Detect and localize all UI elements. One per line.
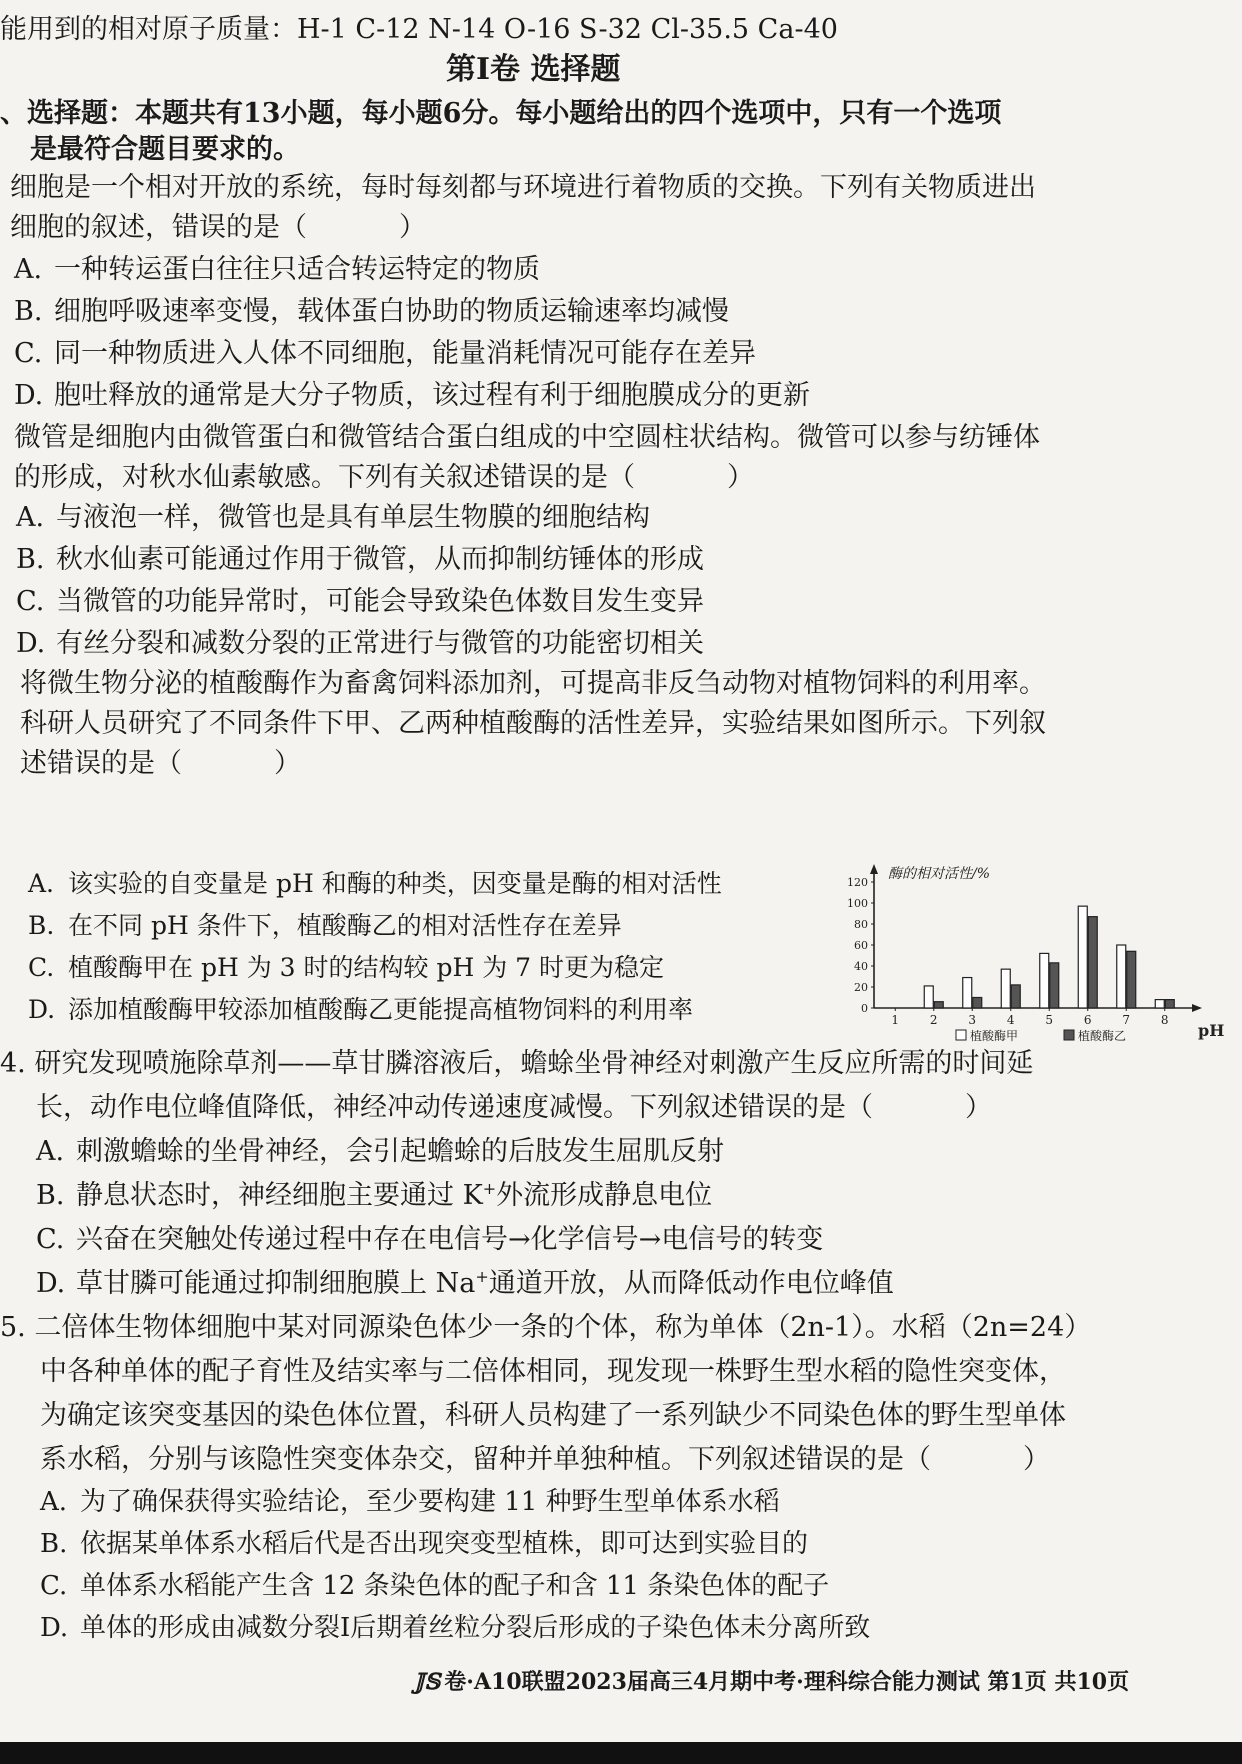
page-footer: 𝕁𝕊 卷·A10联盟2023届高三4月期中考·理科综合能力测试 第1页 共10页: [414, 1669, 1130, 1695]
enzyme-activity-chart: [838, 866, 1225, 1060]
x-tick-label: 7: [1122, 1013, 1131, 1027]
legend-swatch-enzyme-a: [956, 1030, 966, 1040]
q3-stem-line-1: 将微生物分泌的植酸酶作为畜禽饲料添加剂，可提高非反刍动物对植物饲料的利用率。: [20, 668, 1046, 699]
q2-option-b: B. 秋水仙素可能通过作用于微管，从而抑制纺锤体的形成: [16, 544, 704, 575]
atomic-mass-line: 能用到的相对原子质量：H-1 C-12 N-14 O-16 S-32 Cl-35.5 Ca-40: [0, 14, 838, 45]
bar-enzyme-a: [924, 986, 933, 1008]
q4-stem-line-2: 长，动作电位峰值降低，神经冲动传递速度减慢。下列叙述错误的是（ ）: [36, 1092, 992, 1123]
scan-border: [0, 1742, 1242, 1764]
q4-number: 4.: [0, 1048, 26, 1079]
bar-enzyme-a: [1117, 945, 1126, 1008]
y-tick-label: 0: [861, 1002, 868, 1015]
q2-option-d: D. 有丝分裂和减数分裂的正常进行与微管的功能密切相关: [16, 628, 704, 659]
y-tick-label: 40: [854, 960, 868, 973]
bar-enzyme-b: [1088, 917, 1097, 1008]
bar-enzyme-a: [1001, 969, 1010, 1008]
q4-stem-line-1: 4. 研究发现喷施除草剂——草甘膦溶液后，蟾蜍坐骨神经对刺激产生反应所需的时间延: [0, 1048, 1034, 1079]
bar-enzyme-b: [1127, 951, 1136, 1008]
q1-option-a: A. 一种转运蛋白往往只适合转运特定的物质: [14, 254, 540, 285]
q3-stem-line-2: 科研人员研究了不同条件下甲、乙两种植酸酶的活性差异，实验结果如图所示。下列叙: [20, 708, 1046, 739]
q5-option-a: A. 为了确保获得实验结论，至少要构建 11 种野生型单体系水稻: [40, 1487, 780, 1517]
instructions-line-1: 、选择题：本题共有13小题，每小题6分。每小题给出的四个选项中，只有一个选项: [0, 98, 1002, 129]
q1-option-d: D. 胞吐释放的通常是大分子物质，该过程有利于细胞膜成分的更新: [14, 380, 810, 411]
q1-option-b: B. 细胞呼吸速率变慢，载体蛋白协助的物质运输速率均减慢: [14, 296, 729, 327]
instructions-line-2: 是最符合题目要求的。: [30, 134, 300, 165]
bar-enzyme-b: [973, 998, 982, 1009]
y-tick-label: 120: [847, 876, 868, 889]
legend-label-enzyme-a: 植酸酶甲: [970, 1029, 1019, 1043]
q5-option-d: D. 单体的形成由减数分裂Ⅰ后期着丝粒分裂后形成的子染色体未分离所致: [40, 1613, 871, 1643]
x-tick-label: 8: [1160, 1013, 1169, 1027]
q2-option-c: C. 当微管的功能异常时，可能会导致染色体数目发生变异: [16, 586, 704, 617]
bar-enzyme-a: [963, 978, 972, 1008]
q3-option-d: D. 添加植酸酶甲较添加植酸酶乙更能提高植物饲料的利用率: [28, 995, 694, 1024]
bar-enzyme-b: [1011, 985, 1020, 1008]
x-axis-label: pH: [1198, 1021, 1225, 1040]
footer-logo: 𝕁𝕊: [414, 1669, 441, 1695]
q5-stem-line-4: 系水稻，分别与该隐性突变体杂交，留种并单独种植。下列叙述错误的是（ ）: [40, 1444, 1050, 1475]
y-axis-arrow: [870, 864, 878, 874]
q5-stem-line-2: 中各种单体的配子育性及结实率与二倍体相同，现发现一株野生型水稻的隐性突变体，: [40, 1356, 1066, 1387]
q2-stem-line-1: 微管是细胞内由微管蛋白和微管结合蛋白组成的中空圆柱状结构。微管可以参与纺锤体: [14, 422, 1040, 453]
q3-option-a: A. 该实验的自变量是 pH 和酶的种类，因变量是酶的相对活性: [28, 869, 722, 898]
y-tick-label: 100: [847, 897, 868, 910]
x-tick-label: 6: [1083, 1013, 1092, 1027]
section-title: 第Ⅰ卷 选择题: [446, 52, 621, 87]
q3-option-c: C. 植酸酶甲在 pH 为 3 时的结构较 pH 为 7 时更为稳定: [28, 953, 664, 982]
q1-stem-line-1: 细胞是一个相对开放的系统，每时每刻都与环境进行着物质的交换。下列有关物质进出: [10, 172, 1036, 203]
q5-number: 5.: [0, 1312, 26, 1343]
y-tick-label: 80: [854, 918, 868, 931]
x-tick-label: 3: [968, 1013, 977, 1027]
x-tick-label: 2: [929, 1013, 938, 1027]
legend-swatch-enzyme-b: [1064, 1030, 1074, 1040]
q1-stem-line-2: 细胞的叙述，错误的是（ ）: [10, 212, 426, 243]
x-tick-label: 5: [1045, 1013, 1054, 1027]
q2-option-a: A. 与液泡一样，微管也是具有单层生物膜的细胞结构: [16, 502, 650, 533]
bar-enzyme-a: [1078, 906, 1087, 1008]
q1-option-c: C. 同一种物质进入人体不同细胞，能量消耗情况可能存在差异: [14, 338, 756, 369]
q3-stem-line-3: 述错误的是（ ）: [20, 748, 301, 779]
q2-stem-line-2: 的形成，对秋水仙素敏感。下列有关叙述错误的是（ ）: [14, 462, 754, 493]
bar-enzyme-a: [1155, 1000, 1164, 1008]
y-axis-label: 酶的相对活性/%: [888, 866, 991, 882]
bar-enzyme-b: [934, 1002, 943, 1008]
q3-option-b: B. 在不同 pH 条件下，植酸酶乙的相对活性存在差异: [28, 911, 622, 940]
bar-enzyme-b: [1165, 1000, 1174, 1008]
q4-option-c: C. 兴奋在突触处传递过程中存在电信号→化学信号→电信号的转变: [36, 1224, 824, 1255]
q4-option-d: D. 草甘膦可能通过抑制细胞膜上 Na+通道开放，从而降低动作电位峰值: [36, 1267, 894, 1299]
q5-option-c: C. 单体系水稻能产生含 12 条染色体的配子和含 11 条染色体的配子: [40, 1571, 830, 1601]
bar-enzyme-a: [1040, 953, 1049, 1008]
q4-option-b: B. 静息状态时，神经细胞主要通过 K+外流形成静息电位: [36, 1179, 713, 1211]
q5-stem-line-3: 为确定该突变基因的染色体位置，科研人员构建了一系列缺少不同染色体的野生型单体: [40, 1400, 1066, 1431]
y-tick-label: 20: [854, 981, 868, 994]
q5-stem-line-1: 5. 二倍体生物体细胞中某对同源染色体少一条的个体，称为单体（2n-1）。水稻（2n=24）: [0, 1312, 1092, 1343]
legend-label-enzyme-b: 植酸酶乙: [1078, 1029, 1127, 1043]
q5-option-b: B. 依据某单体系水稻后代是否出现突变型植株，即可达到实验目的: [40, 1529, 809, 1559]
x-axis-arrow: [1192, 1004, 1202, 1012]
q4-option-a: A. 刺激蟾蜍的坐骨神经，会引起蟾蜍的后肢发生屈肌反射: [36, 1136, 724, 1167]
bar-enzyme-b: [1050, 963, 1059, 1008]
y-tick-label: 60: [854, 939, 868, 952]
x-tick-label: 4: [1006, 1013, 1015, 1027]
x-tick-label: 1: [891, 1013, 900, 1027]
